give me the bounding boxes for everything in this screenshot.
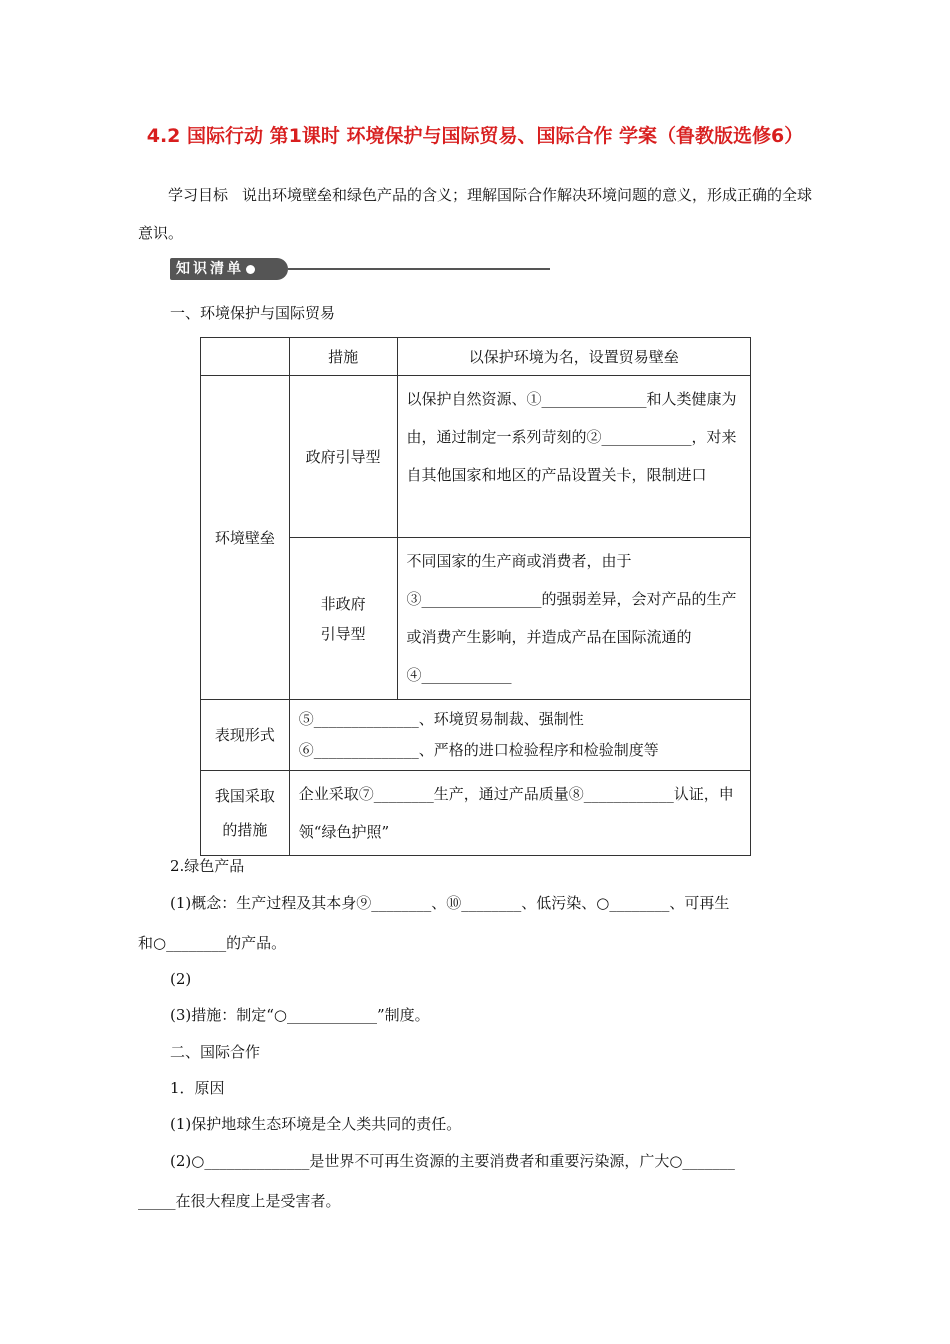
nongov-label-line2: 引导型: [320, 624, 366, 643]
nongov-guided-label: [289, 538, 397, 700]
section1-heading: 一、环境保护与国际贸易: [170, 304, 336, 322]
section-badge-label: 知识清单: [176, 261, 244, 277]
reason1: (1)保护地球生态环境是全人类共同的责任。: [170, 1115, 462, 1133]
learning-goal: [138, 176, 818, 252]
table-header-blank: [201, 338, 290, 376]
green-concept-line1: (1)概念：生产过程及其本身⑨________、⑩________、低污染、○________、可再生: [170, 894, 730, 912]
gov-guided-text: 以保护自然资源、①______________和人类健康为由，通过制定一系列苛刻的②____________，对来自其他国家和地区的产品设置关卡，限制进口: [397, 376, 750, 538]
nongov-guided-text: 不同国家的生产商或消费者，由于③________________的强弱差异，会对产品的生产或消费产生影响，并造成产品在国际流通的④____________: [397, 538, 750, 700]
table-header-description: 以保护环境为名，设置贸易壁垒: [397, 338, 750, 376]
green-concept-line2: 和○________的产品。: [138, 934, 287, 952]
section-badge: [170, 258, 288, 280]
table-header-measures: 措施: [289, 338, 397, 376]
row-label-environment-barrier: 环境壁垒: [201, 376, 290, 700]
nongov-label-line1: 非政府: [320, 594, 366, 613]
form-label: 表现形式: [201, 700, 290, 771]
gov-guided-label: 政府引导型: [289, 376, 397, 538]
reason2-line2: _____在很大程度上是受害者。: [138, 1192, 341, 1210]
china-label-line2: 的措施: [222, 821, 268, 839]
reason-heading: 1．原因: [170, 1079, 225, 1097]
form-line1: ⑤______________、环境贸易制裁、强制性: [298, 710, 584, 728]
environment-trade-table: [200, 337, 751, 856]
form-text: [289, 700, 750, 771]
learning-goal-label: 学习目标: [168, 186, 229, 204]
china-measures-label: [201, 771, 290, 856]
green-heading: 2.绿色产品: [170, 857, 245, 875]
document-title: 4.2 国际行动 第1课时 环境保护与国际贸易、国际合作 学案（鲁教版选修6）: [146, 125, 804, 147]
reason2-line1: (2)○______________是世界不可再生资源的主要消费者和重要污染源，广大○_______: [170, 1152, 735, 1170]
form-line2: ⑥______________、严格的进口检验程序和检验制度等: [298, 741, 659, 759]
section-rule: [288, 268, 550, 270]
china-label-line1: 我国采取: [214, 787, 275, 805]
green-item3: (3)措施：制定“○____________”制度。: [170, 1006, 430, 1024]
china-measures-text: 企业采取⑦________生产，通过产品质量⑧____________认证，申领“绿色护照”: [289, 771, 750, 856]
section2-heading: 二、国际合作: [170, 1043, 261, 1061]
learning-goal-text: 说出环境壁垒和绿色产品的含义；理解国际合作解决环境问题的意义，形成正确的全球意识。: [138, 186, 813, 242]
green-item2: (2): [170, 970, 192, 988]
bullet-dot-icon: [246, 265, 255, 274]
